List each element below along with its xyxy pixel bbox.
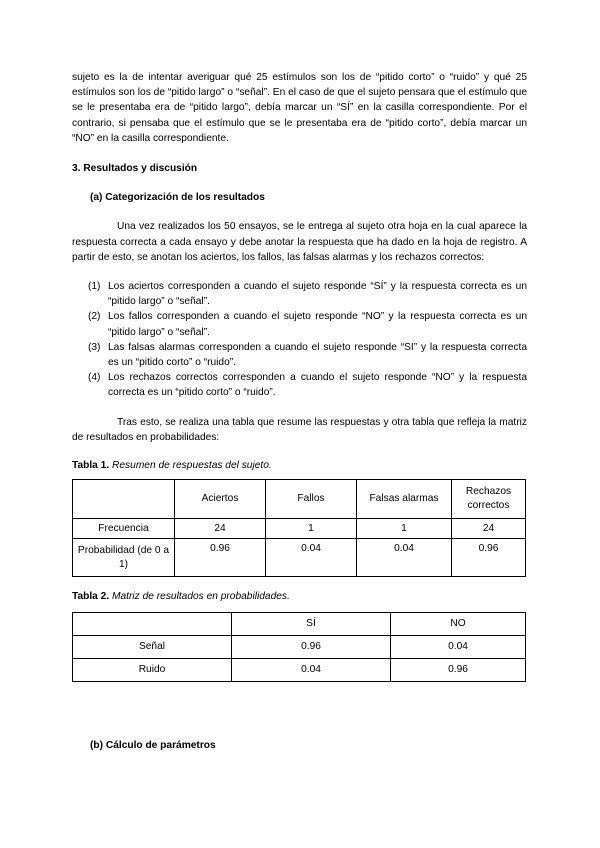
list-item — [88, 340, 527, 370]
subsection-heading-a: (a) Categorización de los resultados — [90, 192, 265, 204]
table1-label: Tabla 1. — [72, 460, 110, 472]
findings-list — [72, 279, 527, 401]
table-row — [73, 519, 526, 539]
table-cell: 24 — [175, 519, 266, 539]
table2-caption-text: Matriz de resultados en probabilidades. — [112, 591, 290, 603]
table-header-cell — [73, 613, 232, 636]
table-cell: 1 — [357, 519, 452, 539]
table-row — [73, 636, 526, 659]
intro-paragraph: sujeto es la de intentar averiguar qué 25 estímulos son los de “pitido corto” o “ruido” y qué 25 estímulos son los de “pitido largo” o “señal”. En el caso de que el sujeto pensara que el estímulo que se le presentaba era de “pitido largo”, debía marcar un “SÍ” en la casilla correspondiente. Por el contrario, si pensaba que el estímulo que se le presentaba era de “pitido corto”, debía marcar un “NO” en la casilla correspondiente. — [72, 72, 527, 144]
table1-caption — [72, 458, 527, 473]
table-probability-matrix — [72, 612, 526, 682]
table-cell: 0.04 — [232, 659, 391, 682]
table-cell: 0.96 — [391, 659, 526, 682]
table2-label: Tabla 2. — [72, 591, 110, 603]
table-header-cell: Rechazos correctos — [452, 480, 526, 519]
list-item-text: Los aciertos corresponden a cuando el sujeto responde “SÍ” y la respuesta correcta es un “pitido largo” o “señal”. — [108, 281, 527, 308]
table-cell: Señal — [73, 636, 232, 659]
subsection-heading-b: (b) Cálculo de parámetros — [90, 740, 216, 751]
table-cell: Ruido — [73, 659, 232, 682]
table-cell: 24 — [452, 519, 526, 539]
table-cell: 0.04 — [391, 636, 526, 659]
list-item — [88, 370, 527, 400]
table-cell: 0.04 — [357, 539, 452, 577]
table-header-row — [73, 480, 526, 519]
table-cell: Frecuencia — [73, 519, 175, 539]
table-header-cell: Fallos — [266, 480, 357, 519]
list-item-text: Los rechazos correctos corresponden a cuando el sujeto responde “NO” y la respuesta correcta es un “pitido corto” o “ruido”. — [108, 372, 527, 399]
document-page — [72, 70, 527, 751]
list-item — [88, 279, 527, 309]
list-item — [88, 309, 527, 339]
table-cell: 0.04 — [266, 539, 357, 577]
table-cell: 0.96 — [232, 636, 391, 659]
table-cell: Probabilidad (de 0 a 1) — [73, 539, 175, 577]
table-header-cell: Falsas alarmas — [357, 480, 452, 519]
table1-caption-text: Resumen de respuestas del sujeto. — [112, 460, 272, 472]
table-header-cell: Aciertos — [175, 480, 266, 519]
table-header-row — [73, 613, 526, 636]
list-item-number: (3) — [88, 341, 101, 353]
table-cell: 0.96 — [452, 539, 526, 577]
table-response-summary — [72, 479, 526, 577]
table-cell: 1 — [266, 519, 357, 539]
list-item-number: (2) — [88, 311, 101, 323]
table-row — [73, 659, 526, 682]
table-header-cell: NO — [391, 613, 526, 636]
paragraph-categorization: Una vez realizados los 50 ensayos, se le entrega al sujeto otra hoja en la cual aparece la respuesta correcta a cada ensayo y debe anotar la respuesta que ha dado en la hoja de registro. A partir de esto, se anotan los aciertos, los fallos, las falsas alarmas y los rechazos correctos: — [72, 221, 527, 263]
list-item-text: Los fallos corresponden a cuando el sujeto responde “NO” y la respuesta correcta es un “pitido largo” o “señal”. — [108, 311, 527, 338]
table-cell: 0.96 — [175, 539, 266, 577]
list-item-text: Las falsas alarmas corresponden a cuando el sujeto responde “SI” y la respuesta correcta es un “pitido corto” o “ruido”. — [108, 341, 527, 369]
table-header-cell: SÍ — [232, 613, 391, 636]
table-row — [73, 539, 526, 577]
table2-caption — [72, 589, 527, 604]
list-item-number: (4) — [88, 372, 101, 384]
section-heading: 3. Resultados y discusión — [72, 163, 198, 175]
list-item-number: (1) — [88, 281, 101, 293]
table-header-cell — [73, 480, 175, 519]
paragraph-tables-intro: Tras esto, se realiza una tabla que resume las respuestas y otra tabla que refleja la matriz de resultados en probabilidades: — [72, 416, 527, 443]
